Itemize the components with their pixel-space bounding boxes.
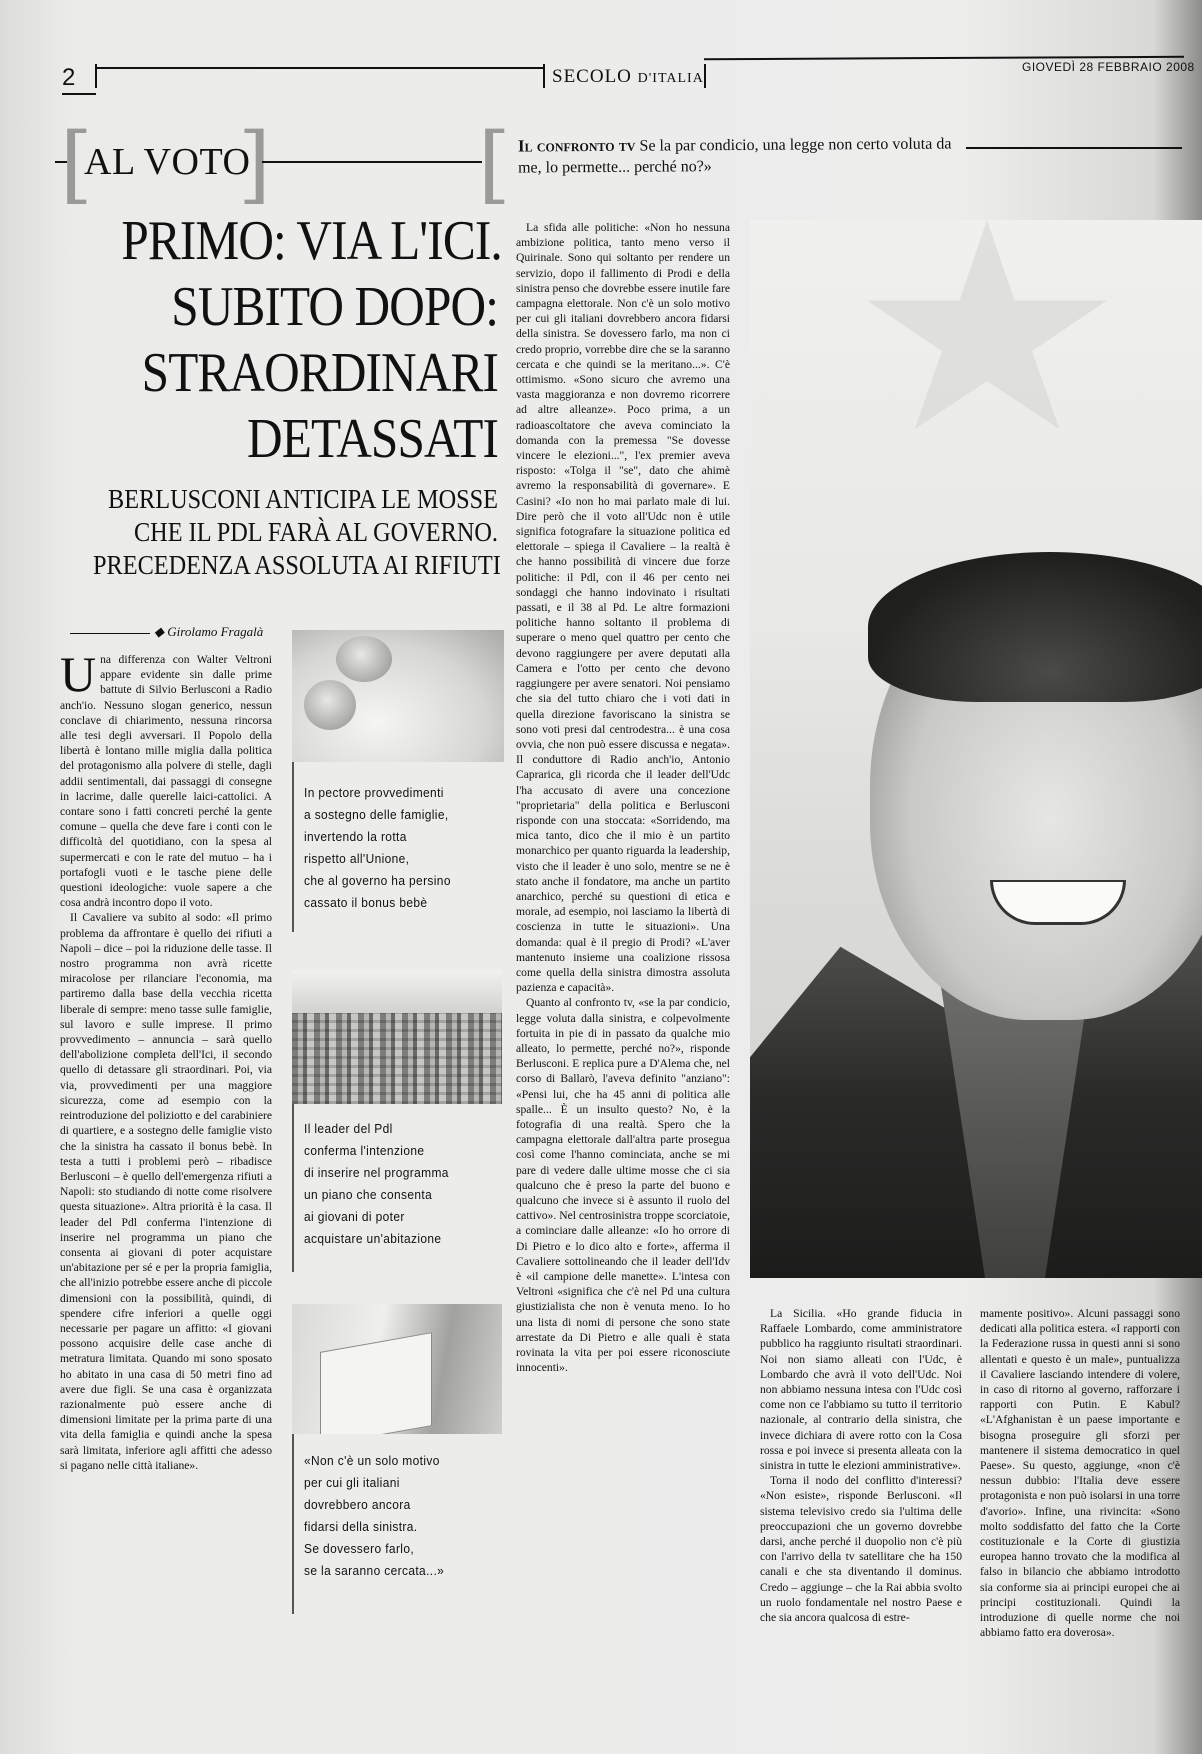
baby-face <box>304 680 356 730</box>
paper-name: SECOLO D'ITALIA <box>552 66 704 87</box>
portrait-photo <box>750 220 1202 1278</box>
hair <box>868 552 1202 702</box>
desk <box>320 1332 432 1434</box>
office-photo <box>292 1304 502 1434</box>
section-rule-right <box>262 161 482 163</box>
masthead-rule-left <box>95 67 543 69</box>
caption-bar <box>292 1434 294 1614</box>
baby-face <box>336 636 392 682</box>
article-column-4: mamente positivo». Alcuni passaggi sono dedicati alla politica estera. «I rapporti con la Federazione russa in questi anni si sono allentati e questo è un male», puntualizza il Cavaliere lasciando intendere di volere, in caso di ritorno al governo, rafforzare i rapporti con Putin. E Kabul? «L'Afghanistan è un paese importante e bisogna proseguire gli sforzi per mantenere il sistema democratico in quel Paese». Su questo, aggiunge, «non c'è nessun dubbio: l'Italia deve essere protagonista e non può isolarsi in una torre d'avorio». Infine, una rivincita: «Sono molto soddisfatto del fatto che la Corte costituzionale e la Corte di giustizia europea hanno trovato che la modifica al falso in bilancio che abbiamo introdotto sia conforme sia ai principi europei che ai principi costituzionali. Quindi la introduzione di quelle norme che noi abbiamo fatto era doverosa». <box>980 1307 1180 1640</box>
caption-babies: In pectore provvedimenti a sostegno delle famiglie, invertendo la rotta rispetto all'Unione, che al governo ha persino cassato il bonus bebè <box>304 785 451 910</box>
topic-kicker: Il confronto tv Se la par condicio, una legge non certo voluta da me, lo permette... perché no?» <box>517 135 952 177</box>
byline: ◆ Girolamo Fragalà <box>70 624 263 640</box>
subheadline: BERLUSCONI ANTICIPA LE MOSSE CHE IL PDL FARÀ AL GOVERNO. PRECEDENZA ASSOLUTA AI RIFIUTI <box>93 484 501 580</box>
headline: PRIMO: VIA L'ICI. SUBITO DOPO: STRAORDINARI DETASSATI <box>121 210 502 470</box>
section-label: AL VOTO <box>84 141 251 183</box>
article-column-1: Una differenza con Walter Veltroni appare evidente sin dalle prime battute di Silvio Berlusconi a Radio anch'io. Nessuno slogan generico, nessun conclave di chiarimento, nessuna rincorsa alle tesi degli avversari. Il Popolo della libertà è lontano mille miglia dalla politica del protagonismo alla polvere di stelle, dagli addii sentimentali, dai passaggi di consegne in lacrime, dalle querelle laici-cattolici. A contare sono i fatti concreti perché la gente comune – quella che deve fare i conti con le difficoltà del quotidiano, con la spesa al supermercati e con le rate del mutuo – ha i portafogli vuoti e le tasche piene delle questioni ideologiche: vuole sapere a che cosa andrà incontro dopo il voto. Il Cavaliere va subito al sodo: «Il primo problema da affrontare è quello dei rifiuti a Napoli – dice – poi la riduzione delle tasse. Il nostro programma non avrà ricette miracolose per rilanciare l'economia, ma partiremo dalla base della vecchia ricetta liberale di sempre: meno tasse sulle famiglie, sul lavoro e sulle imprese. Il primo provvedimento – annuncia – sarà quello dell'abolizione completa dell'Ici, il secondo quello di detassare gli straordinari. Poi, via via, provvedimenti per una maggiore sicurezza, come ad esempio con la reintroduzione del poliziotto e del carabiniere di quartiere, e a sostegno delle famiglie visto che la sinistra ha cassato il bonus bebè. In testa a tutti i problemi però – ribadisce Berlusconi – è quello dell'emergenza rifiuti a Napoli: sto studiando di notte come risolvere questa situazione». Altra priorità è la casa. Il leader del Pdl conferma l'intenzione di inserire nel programma un piano che consenta ai giovani di poter acquistare un'abitazione per sé e per la propria famiglia, che all'inizio potrebbe essere anche di piccole dimensioni con la possibilità, quindi, di spendere cifre inferiori a quelle oggi necessarie per pagare un affitto: «I giovani possono acquisire delle case anche di metratura limitata. Quando mi sono sposato ho abitato in una casa di 50 metri fino ad avere due figli. Se una casa è organizzata razionalmente può essere anche di dimensioni limitate per la prima parte di una vita della famiglia e quindi anche la spesa sarà limitata, inferiore agli affitti che adesso si pagano nelle città italiane». <box>60 652 272 1472</box>
caption-bar <box>292 1104 294 1272</box>
topic-rule <box>966 147 1182 149</box>
babies-photo <box>292 630 504 762</box>
article-column-3: La Sicilia. «Ho grande fiducia in Raffaele Lombardo, come amministratore pubblico ha raggiunto risultati straordinari. Noi non siamo alleati con l'Udc, è Lombardo che avrà il voto dell'Udc. Noi non abbiamo nessuna intesa con l'Udc così come non ce l'abbiamo su tutto il territorio nazionale, al contrario della sinistra, che invece dichiara di avere rotto con la Cosa rossa e poi invece si presenta alleata con la sinistra in tutte le elezioni amministrative». Torna il nodo del conflitto d'interessi? «Non esiste», risponde Berlusconi. «Il sistema televisivo credo sia l'ultima delle preoccupazioni che un governo dovrebbe darsi, anche perché il duopolio non c'è più con l'arrivo della tv satellitare che ha 150 canali e che sta diventando il dominus. Credo – aggiunge – che la Rai abbia svolto un ruolo fondamentale nel nostro Paese e che sia ancora qualcosa di estre- <box>760 1307 962 1625</box>
caption-quote: «Non c'è un solo motivo per cui gli italiani dovrebbero ancora fidarsi della sinistra. Se dovessero farlo, se la saranno cercata...» <box>304 1453 445 1578</box>
masthead-divider <box>95 64 97 88</box>
page-number-rule <box>62 93 96 95</box>
star-logo <box>862 220 1112 450</box>
caption-city: Il leader del Pdl conferma l'intenzione di inserire nel programma un piano che consenta ai giovani di poter acquistare un'abitazione <box>304 1121 449 1246</box>
drop-cap: U <box>60 652 97 702</box>
masthead-divider <box>543 64 545 88</box>
byline-rule <box>70 633 150 634</box>
issue-date: GIOVEDÌ 28 FEBBRAIO 2008 <box>1022 60 1195 74</box>
city-photo <box>292 970 502 1104</box>
masthead-divider <box>704 64 706 88</box>
page-number: 2 <box>62 64 76 91</box>
bracket-open: [ <box>478 115 511 213</box>
article-column-2: La sfida alle politiche: «Non ho nessuna ambizione politica, tanto meno verso il Quirinale. Sono qui soltanto per rendere un servizio, dopo il fallimento di Prodi e della sinistra penso che dovrebbe essere inutile fare campagna elettorale. Non c'è un solo motivo per cui gli italiani dovrebbero ancora fidarsi della sinistra. Se dovessero farlo, ma non ci credo proprio, vorrebbe dire che se la saranno cercata e che quindi se la meritano...». C'è ottimismo. «Sono sicuro che avremo una vasta maggioranza e non dovremo ricorrere ad altre alleanze». Poco prima, a un radioascoltatore che aveva cominciato la domanda con la premessa "Se dovesse vincere le elezioni...", l'ex premier aveva risposto: «Tolga il "se", dato che ahimè avremo la responsabilità di governare». E Casini? «Io non ho mai parlato male di lui. Dire però che il voto all'Udc non è utile significa fotografare la situazione politica ed elettorale – spiega il Cavaliere – la realtà è che hanno possibilità di vincere due forze politiche: il Pdl, con il 46 per cento nei sondaggi che hanno indovinato i risultati passati, e il 38 al Pd. Le altre formazioni politiche hanno soltanto il problema di superare o meno quel quattro per cento che devono raggiungere per avere deputati alla Camera e l'otto per cento che devono raggiungere per avere senatori. Noi pensiamo che sia del tutto chiaro che i voti dati in quella direzione favoriscano la sinistra se sono voti presi dal centrodestra... è una cosa ovvia, che non può essere discussa e negata». Il conduttore di Radio anch'io, Antonio Caprarica, gli ricorda che il leader dell'Udc l'ha accusato di avere una concezione "proprietaria" della politica e Berlusconi risponde con una stoccata: «Sorridendo, ma mica tanto, dico che il mio è un partito monarchico per quanto riguarda la leadership, visto che il leader è uno solo, mentre se ne è stato anche il fondatore, ma anche un partito anarchico, perché su questioni di etica e morale, ad esempio, noi lasciamo la libertà di coscienza in tutte le situazioni». Una domanda: qual è il pregio di Prodi? «L'aver mantenuto insieme una coalizione rissosa come quella della sinistra dimostra assoluta pazienza e capacità». Quanto al confronto tv, «se la par condicio, legge voluta dalla sinistra, e colpevolmente fortuita in pie di in passato da qualche mio alleato, lo permette, perché no?», risponde Berlusconi. E replica pure a D'Alema che, nel corso di Ballarò, l'aveva definito "anziano": «Pensi lui, che ha 45 anni di politica alle spalle... È un insulto questo? No, è la fotografia di una realtà. Spero che la campagna elettorale dall'altra parte prosegua così come l'hanno cominciata, anche se mi pare di vedere dalle ultime mosse che ci sia qualcuno che è preso la parte del buono e qualcuno che invece si è assunto il ruolo del cattivo». Nel centrosinistra troppe scorciatoie, a cominciare dalle alleanze: «Io ho orrore di Di Pietro e lo dico alto e forte», afferma il Cavaliere sottolineando che il leader dell'Idv è «il campione delle manette». L'intesa con Veltroni «significa che c'è nel Pd una cultura giustizialista che non è venuta meno. Io ho una lista di nomi di persone che sono state arrestate da Di Pietro e alle quali è stata rovinata la vita per poi essere riconosciute innocenti». <box>516 221 730 1375</box>
bracket-open: [ <box>60 115 93 213</box>
caption-bar <box>292 762 294 932</box>
bracket-close: ] <box>238 115 271 213</box>
